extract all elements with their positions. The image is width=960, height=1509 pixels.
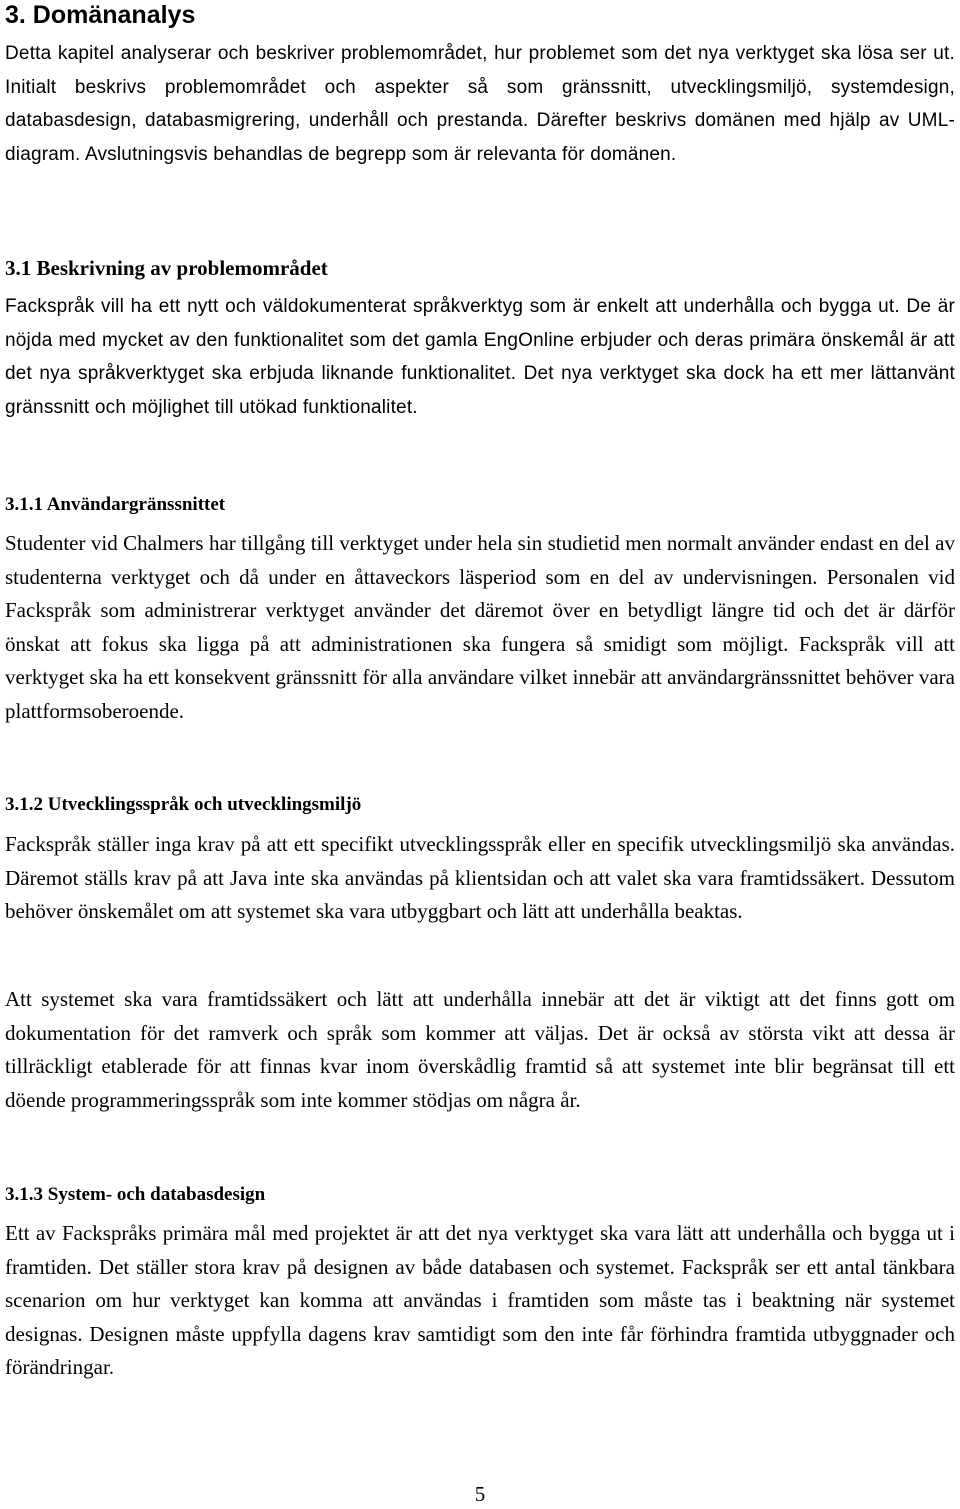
section-3-1-heading: 3.1 Beskrivning av problemområdet	[5, 256, 328, 280]
section-3-1-2-heading: 3.1.2 Utvecklingsspråk och utvecklingsmiljö	[5, 794, 362, 815]
section-3-1-2-paragraph-1: Fackspråk ställer inga krav på att ett specifikt utvecklingsspråk eller en specifik utvecklingsmiljö ska användas. Däremot ställs krav på att Java inte ska användas på klientsidan och att valet ska vara framtidssäkert. Dessutom behöver önskemålet om att systemet ska vara utbyggbart och lätt att underhålla beaktas.	[5, 832, 955, 923]
page-number: 5	[474, 1482, 486, 1506]
section-3-1-2-paragraph-2: Att systemet ska vara framtidssäkert och lätt att underhålla innebär att det är viktigt att det finns gott om dokumentation för det ramverk och språk som kommer att väljas. Det är också av största vikt att dessa är tillräckligt etablerade för att finnas kvar inom överskådlig framtid så att systemet inte blir begränsat till ett döende programmeringsspråk som inte kommer stödjas om några år.	[5, 987, 955, 1112]
section-3-1-paragraph: Fackspråk vill ha ett nytt och väldokumenterat språkverktyg som är enkelt att underhålla och bygga ut. De är nöjda med mycket av den funktionalitet som det gamla EngOnline erbjuder och deras primära önskemål är att det nya språkverktyget ska erbjuda liknande funktionalitet. Det nya verktyget ska dock ha ett mer lättanvänt gränssnitt och möjlighet till utökad funktionalitet.	[5, 296, 955, 418]
section-3-1-1-heading: 3.1.1 Användargränssnittet	[5, 494, 226, 515]
intro-paragraph: Detta kapitel analyserar och beskriver problemområdet, hur problemet som det nya verktyget ska lösa ser ut. Initialt beskrivs problemområdet och aspekter så som gränssnitt, utvecklingsmiljö, systemdesign, databasdesign, databasmigrering, underhåll och prestanda. Därefter beskrivs domänen med hjälp av UML-diagram. Avslutningsvis behandlas de begrepp som är relevanta för domänen.	[5, 43, 955, 165]
chapter-heading: 3. Domänanalys	[5, 1, 196, 29]
section-3-1-3-heading: 3.1.3 System- och databasdesign	[5, 1184, 266, 1205]
section-3-1-3-paragraph: Ett av Fackspråks primära mål med projektet är att det nya verktyget ska vara lätt att underhålla och bygga ut i framtiden. Det ställer stora krav på designen av både databasen och systemet. Fackspråk ser ett antal tänkbara scenarion om hur verktyget kan komma att användas i framtiden som måste tas i beaktning när systemet designas. Designen måste uppfylla dagens krav samtidigt som den inte får förhindra framtida utbyggnader och förändringar.	[5, 1221, 955, 1379]
section-3-1-1-paragraph: Studenter vid Chalmers har tillgång till verktyget under hela sin studietid men normalt använder endast en del av studenterna verktyget och då under en åttaveckors läsperiod som en del av undervisningen. Personalen vid Fackspråk som administrerar verktyget använder det däremot över en betydligt längre tid och det är därför önskat att fokus ska ligga på att administrationen ska fungera så smidigt som möjligt. Fackspråk vill att verktyget ska ha ett konsekvent gränssnitt för alla användare vilket innebär att användargränssnittet behöver vara plattformsoberoende.	[5, 531, 955, 723]
